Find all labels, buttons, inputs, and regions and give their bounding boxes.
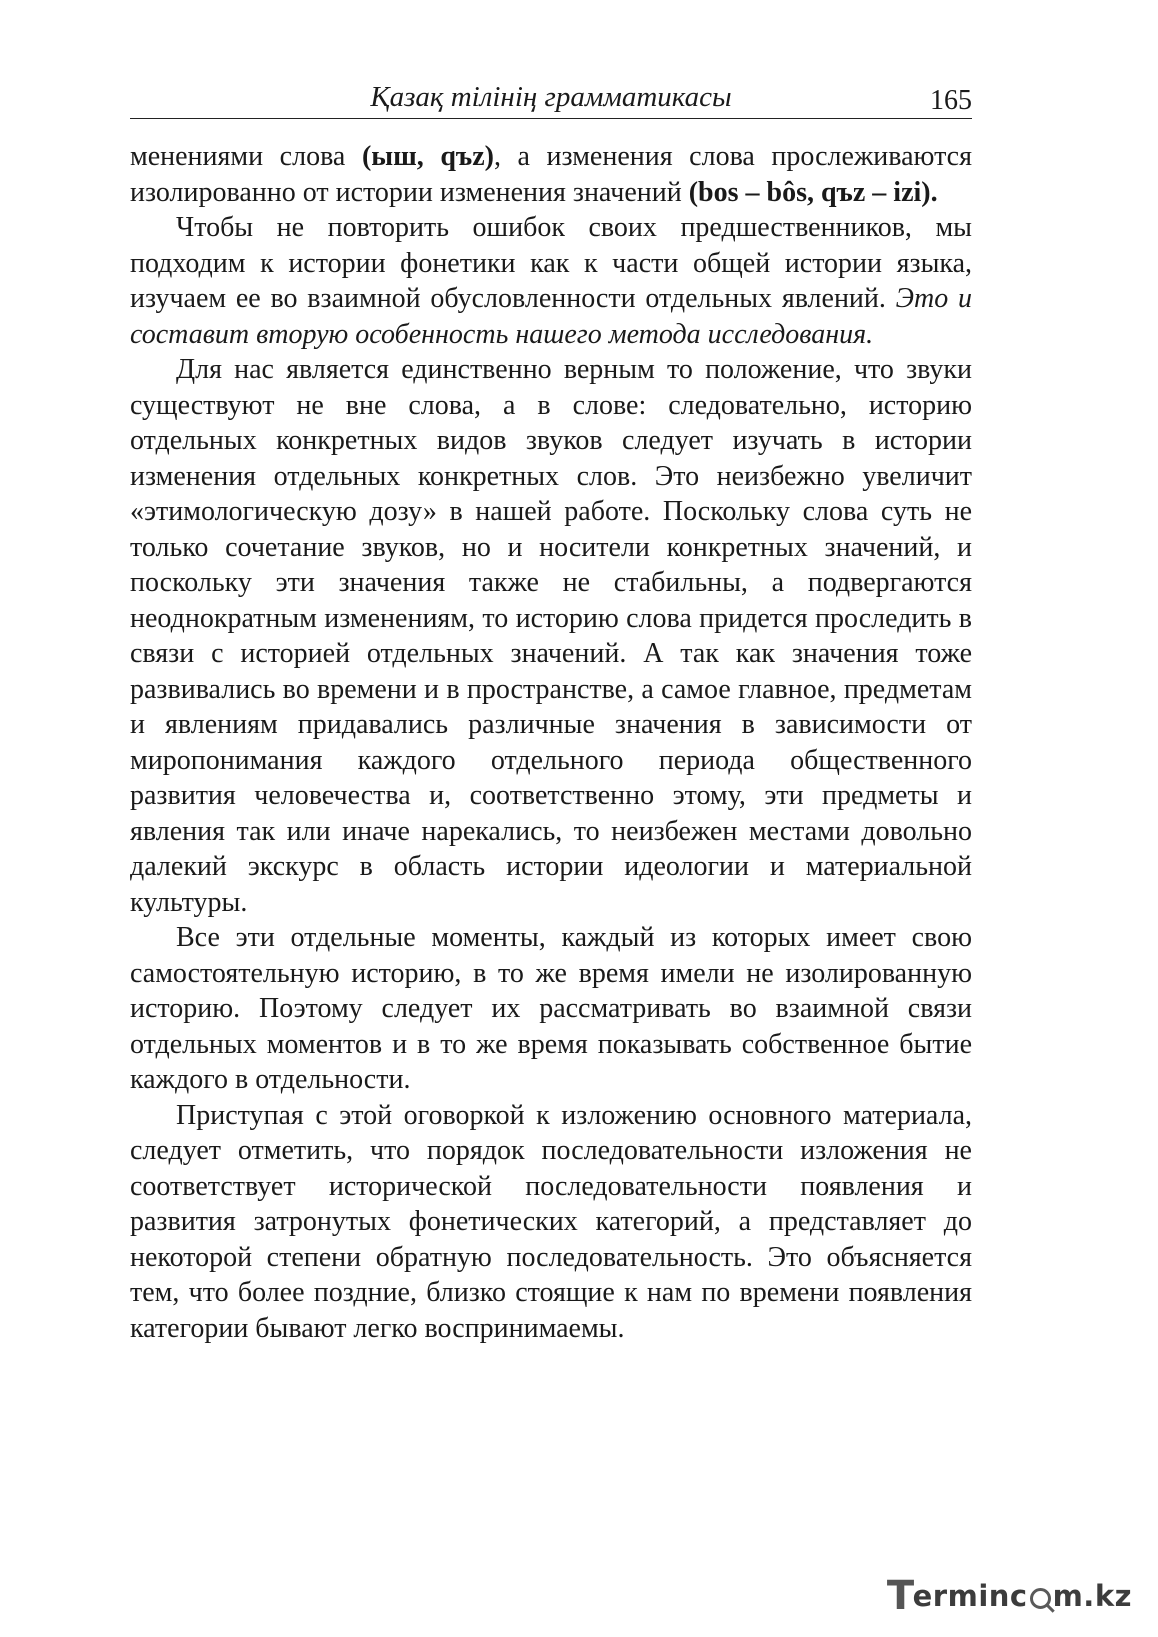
running-header xyxy=(130,78,972,119)
bold-text-run: (bos – bôs, qъz – izi). xyxy=(688,176,938,208)
text-run: Чтобы не повторить ошибок своих предшественников, мы подходим к истории фонетики как к части общей истории языка, изучаем ее во взаимной обусловленности отдельных явлений. xyxy=(130,212,972,314)
paragraph-1 xyxy=(130,139,972,210)
paragraph-4 xyxy=(130,920,972,1098)
site-watermark xyxy=(887,1571,1132,1621)
paragraph-2 xyxy=(130,210,972,352)
header-title: Қазақ тілінің грамматикасы xyxy=(370,81,732,113)
text-run: Для нас является единственно верным то положение, что звуки существуют не вне слова, а в слове: следовательно, историю отдельных конкретных видов звуков следует изучать в истории изменения отдельных конкретных слов. Это неизбежно увеличит «этимологическую дозу» в нашей работе. Поскольку слова суть не только сочетание звуков, но и носители конкретных значений, и поскольку эти значения также не стабильны, а подвергаются неоднократным изменениям, то историю слова придется проследить в связи с историей отдельных значений. А так как значения тоже развивались во времени и в пространстве, а самое главное, предметам и явлениям придавались различные значения в зависимости от миропонимания каждого отдельного периода общественного развития человечества и, соответственно этому, эти предметы и явления так или иначе нарекались, то неизбежен местами довольно далекий экскурс в область истории идеологии и материальной культуры. xyxy=(130,354,972,918)
text-run: Приступая с этой оговоркой к изложению основного материала, следует отметить, что порядок последовательности изложения не соответствует исторической последовательности появления и развития затронутых фонетических категорий, а представляет до некоторой степени обратную последовательность. Это объясняется тем, что более поздние, близко стоящие к нам по времени появления категории бывают легко воспринимаемы. xyxy=(130,1099,972,1344)
text-run: , а изменения слова прослеживаются изолированно от истории изменения значений xyxy=(130,141,972,208)
watermark-letter-t: T xyxy=(886,1573,915,1619)
paragraph-3 xyxy=(130,352,972,920)
watermark-text-part2: m.kz xyxy=(1052,1579,1132,1613)
watermark-text-part1: erminc xyxy=(912,1579,1028,1613)
bold-text-run: (ыш, qъz) xyxy=(361,141,494,172)
paragraph-5 xyxy=(130,1098,972,1347)
body-text xyxy=(130,139,972,1346)
text-run: менениями слова xyxy=(130,141,362,172)
text-run: Все эти отдельные моменты, каждый из которых имеет свою самостоятельную историю, в то же время имели не изолированную историю. Поэтому следует их рассматривать во взаимной связи отдельных моментов и в то же время показывать собственное бытие каждого в отдельности. xyxy=(130,922,972,1095)
italic-text-run: Это и составит вторую особенность нашего метода исследования. xyxy=(130,283,972,350)
page-number: 165 xyxy=(930,85,972,116)
magnifier-icon xyxy=(1030,1588,1051,1609)
